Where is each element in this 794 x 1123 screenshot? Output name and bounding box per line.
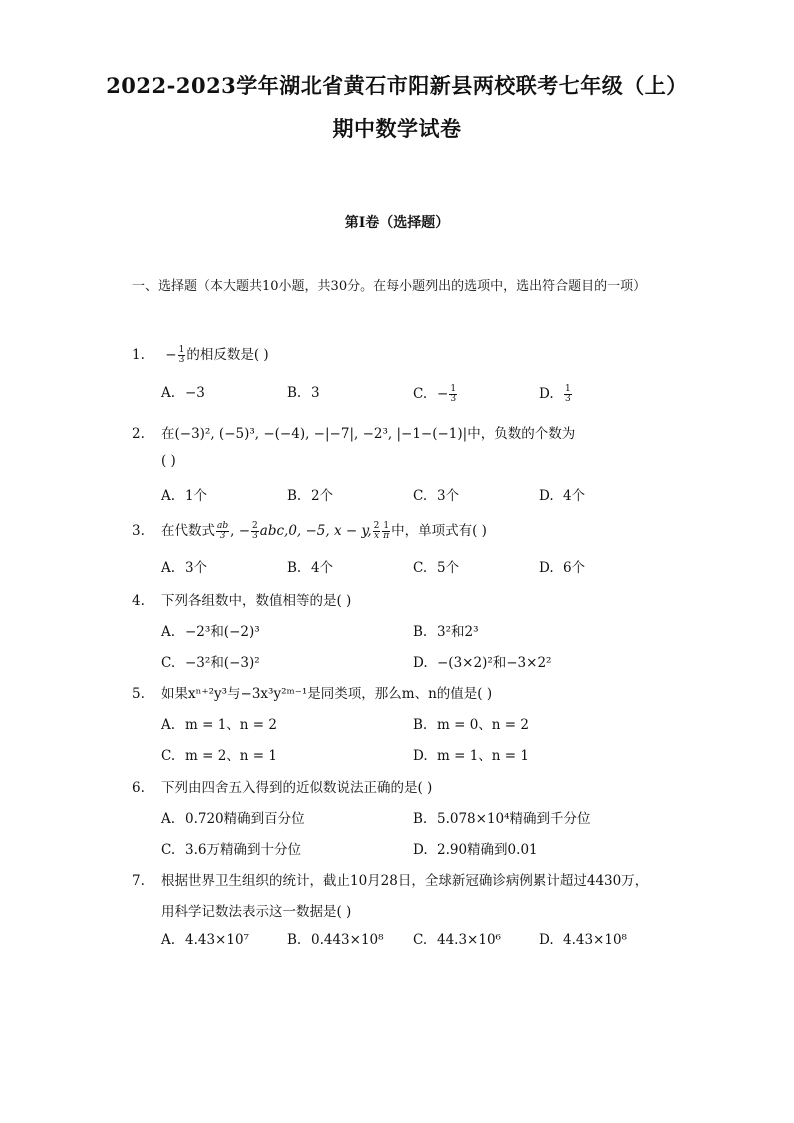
question-7: 7. 根据世界卫生组织的统计，截止10月28日，全球新冠确诊病例累计超过4430万， (132, 873, 649, 889)
fraction: $\frac{ab}{3}$ (217, 521, 229, 541)
option-c[interactable]: C. − $\frac{1}{3}$ (413, 384, 457, 404)
option-b[interactable]: B. 4个 (287, 560, 334, 576)
option-b[interactable]: B. 3 (287, 385, 320, 401)
option-a[interactable]: A. −3 (161, 385, 205, 401)
option-d[interactable]: D. −(3×2)²和−3×2² (413, 655, 552, 671)
option-c[interactable]: C. 5个 (413, 560, 460, 576)
option-b[interactable]: B. 0.443×10⁸ (287, 932, 384, 948)
section-heading: 第I卷（选择题） (344, 215, 450, 231)
option-a[interactable]: A. −2³和(−2)³ (161, 624, 260, 640)
option-c[interactable]: C. 3个 (413, 488, 460, 504)
option-a[interactable]: A. 3个 (161, 560, 208, 576)
instructions: 一、选择题（本大题共10小题，共30分。在每小题列出的选项中，选出符合题目的一项） (132, 279, 647, 294)
option-d[interactable]: D. m = 1、n = 1 (413, 748, 529, 764)
fraction: $\frac{1}{\pi}$ (383, 521, 390, 541)
option-d[interactable]: D. 4个 (539, 488, 586, 504)
option-a[interactable]: A. 1个 (161, 488, 208, 504)
option-c[interactable]: C. m = 2、n = 1 (161, 748, 277, 764)
option-d[interactable]: D. 6个 (539, 560, 586, 576)
option-d[interactable]: D. 4.43×10⁸ (539, 932, 627, 948)
question-7-cont: 用科学记数法表示这一数据是( ) (161, 904, 352, 920)
option-a[interactable]: A. m = 1、n = 2 (161, 717, 277, 733)
fraction: $\frac{1}{3}$ (450, 384, 457, 404)
question-1: 1. − $\frac{1}{3}$ 的相反数是( ) (132, 345, 269, 365)
option-d[interactable]: D. 2.90精确到0.01 (413, 842, 538, 858)
option-d[interactable]: D. $\frac{1}{3}$ (539, 384, 571, 404)
option-b[interactable]: B. 3²和2³ (413, 624, 479, 640)
question-number: 1. (132, 347, 145, 363)
fraction: $\frac{2}{3}$ (252, 521, 258, 541)
fraction: $\frac{2}{x}$ (373, 521, 380, 541)
option-a[interactable]: A. 4.43×10⁷ (161, 932, 249, 948)
question-3: 3. 在代数式 $\frac{ab}{3}$ , − $\frac{2}{3}$ abc,0, −5, x − y, $\frac{2}{x}$ $\frac{1}{\pi}$ 中，单项式有( ) (132, 521, 487, 541)
question-6: 6. 下列由四舍五入得到的近似数说法正确的是( ) (132, 780, 433, 796)
fraction: $\frac{1}{3}$ (178, 345, 185, 365)
option-c[interactable]: C. 44.3×10⁶ (413, 932, 501, 948)
option-b[interactable]: B. m = 0、n = 2 (413, 717, 529, 733)
question-4: 4. 下列各组数中，数值相等的是( ) (132, 593, 352, 609)
option-b[interactable]: B. 5.078×10⁴精确到千分位 (413, 811, 591, 827)
question-5: 5. 如果xⁿ⁺²y³与−3x³y²ᵐ⁻¹是同类项，那么m、n的值是( ) (132, 686, 493, 702)
question-2: 2. 在(−3)², (−5)³, −(−4), −|−7|, −2³, |−1−(−1)|中，负数的个数为 (132, 426, 576, 442)
option-c[interactable]: C. 3.6万精确到十分位 (161, 842, 301, 858)
exam-title-line1: 2022-2023学年湖北省黄石市阳新县两校联考七年级（上） (106, 73, 688, 98)
exam-title-line2: 期中数学试卷 (332, 116, 462, 141)
question-2-cont: ( ) (161, 453, 176, 469)
option-b[interactable]: B. 2个 (287, 488, 334, 504)
option-c[interactable]: C. −3²和(−3)² (161, 655, 260, 671)
option-a[interactable]: A. 0.720精确到百分位 (161, 811, 305, 827)
fraction: $\frac{1}{3}$ (565, 384, 571, 404)
